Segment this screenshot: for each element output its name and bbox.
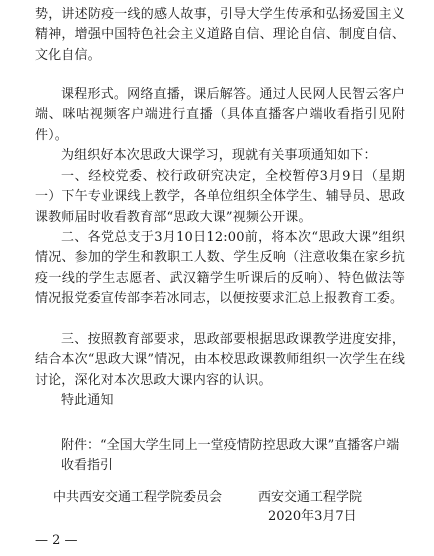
paragraph-item-2: 二、各党总支于3月10日12:00前，将本次“思政大课”组织情况、参加的学生和教职工人数、学生反响（注意收集在家乡抗疫一线的学生志愿者、武汉籍学生听课后的反响）、特色做法等情况报党委宣传部李若冰同志，以便按要求汇总上报教育工委。 [35,230,405,307]
signature-institute: 西安交通工程学院 [258,490,363,505]
page-number: — 2 — [35,533,78,548]
attachment-note [61,436,401,477]
paragraph-item-3: 三、按照教育部要求，思政部要根据思政课教学进度安排，结合本次“思政大课”情况，由本校思政课教师组织一次学生在线讨论，深化对本次思政大课内容的认识。 [35,332,405,388]
paragraph-item-1: 一、经校党委、校行政研究决定，全校暂停3月9日（星期一）下午专业课线上教学，各单位组织全体学生、辅导员、思政课教师届时收看教育部“思政大课”视频公开课。 [35,169,405,225]
paragraph-continued: 势，讲述防疫一线的感人故事，引导大学生传承和弘扬爱国主义精神，增强中国特色社会主义道路自信、理论自信、制度自信、文化自信。 [35,7,405,63]
paragraph-intro: 为组织好本次思政大课学习，现就有关事项通知如下： [61,148,377,163]
attachment-label: 附件： [61,438,101,453]
attachment-title: “全国大学生同上一堂疫情防控思政大课”直播客户端收看指引 [61,438,400,474]
paragraph-closing: 特此通知 [61,393,114,408]
signature-date: 2020年3月7日 [268,509,357,524]
paragraph-course-format: 课程形式。网络直播，课后解答。通过人民网人民智云客户端、咪咕视频客户端进行直播（具体直播客户端收看指引见附件）。 [35,87,405,143]
signature-party-committee: 中共西安交通工程学院委员会 [53,490,223,505]
